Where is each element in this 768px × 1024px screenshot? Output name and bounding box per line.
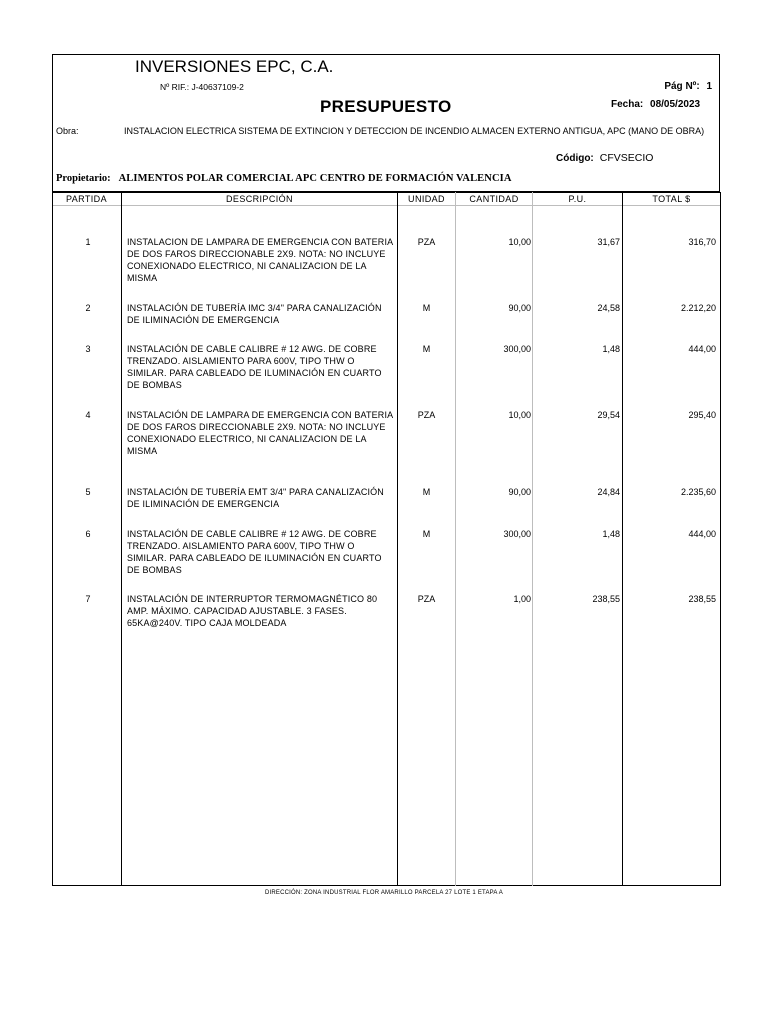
row-pu: 24,58 (597, 303, 620, 313)
row-unidad: M (422, 487, 431, 497)
row-cantidad: 10,00 (508, 410, 531, 420)
table-top-border (52, 192, 721, 193)
row-partida: 3 (85, 344, 91, 354)
row-partida: 6 (85, 529, 91, 539)
owner-label: Propietario: (56, 173, 111, 184)
page-number: 1 (706, 81, 712, 92)
row-unidad: M (422, 303, 431, 313)
row-unidad: PZA (417, 594, 436, 604)
row-pu: 1,48 (602, 529, 620, 539)
row-descripcion: INSTALACIÓN DE CABLE CALIBRE # 12 AWG. DE COBRE TRENZADO. AISLAMIENTO PARA 600V, TIPO THW O SIMILAR. PARA CABLEADO DE ILUMINACIÓN EN CUARTO DE BOMBAS (127, 529, 382, 575)
row-total: 2.212,20 (680, 303, 716, 313)
date-value: 08/05/2023 (650, 99, 701, 110)
row-descripcion: INSTALACIÓN DE TUBERÍA IMC 3/4" PARA CANALIZACIÓN DE ILIMINACIÓN DE EMERGENCIA (127, 303, 382, 325)
row-pu: 29,54 (597, 410, 620, 420)
row-descripcion: INSTALACIÓN DE INTERRUPTOR TERMOMAGNÉTICO 80 AMP. MÁXIMO. CAPACIDAD AJUSTABLE. 3 FASES. 65KA@240V. TIPO CAJA MOLDEADA (127, 594, 378, 628)
codigo-block (556, 152, 653, 164)
column-header-cantidad: CANTIDAD (469, 194, 519, 204)
obra-description: INSTALACION ELECTRICA SISTEMA DE EXTINCION Y DETECCION DE INCENDIO ALMACEN EXTERNO ANTIGUA, APC (MANO DE OBRA) (124, 126, 705, 136)
row-unidad: PZA (417, 237, 436, 247)
row-pu: 24,84 (597, 487, 620, 497)
row-unidad: M (422, 529, 431, 539)
row-descripcion: INSTALACION DE LAMPARA DE EMERGENCIA CON BATERIA DE DOS FAROS DIRECCIONABLE 2X9. NOTA: NO INCLUYE CONEXIONADO ELECTRICO, NI CANALIZACION DE LA MISMA (127, 237, 393, 283)
column-header-total: TOTAL $ (652, 194, 691, 204)
date-label: Fecha: (611, 99, 644, 110)
row-unidad: PZA (417, 410, 436, 420)
column-header-descripcion: DESCRIPCIÓN (226, 194, 293, 204)
date-block (611, 99, 700, 110)
row-total: 2.235,60 (680, 487, 716, 497)
row-unidad: M (422, 344, 431, 354)
row-cantidad: 300,00 (503, 529, 531, 539)
row-pu: 238,55 (592, 594, 620, 604)
company-name: INVERSIONES EPC, C.A. (135, 57, 334, 76)
row-cantidad: 90,00 (508, 487, 531, 497)
owner-value: ALIMENTOS POLAR COMERCIAL APC CENTRO DE FORMACIÓN VALENCIA (118, 173, 512, 184)
page-number-block (630, 81, 712, 92)
row-total: 238,55 (688, 594, 716, 604)
obra-label: Obra: (56, 126, 79, 136)
row-total: 316,70 (688, 237, 716, 247)
header-row-divider (52, 205, 721, 206)
row-cantidad: 10,00 (508, 237, 531, 247)
row-total: 444,00 (688, 344, 716, 354)
row-descripcion: INSTALACIÓN DE CABLE CALIBRE # 12 AWG. DE COBRE TRENZADO. AISLAMIENTO PARA 600V, TIPO THW O SIMILAR. PARA CABLEADO DE ILUMINACIÓN EN CUARTO DE BOMBAS (127, 344, 382, 390)
col-border-pu (622, 192, 623, 886)
row-total: 444,00 (688, 529, 716, 539)
row-descripcion: INSTALACIÓN DE LAMPARA DE EMERGENCIA CON BATERIA DE DOS FAROS DIRECCIONABLE 2X9. NOTA: NO INCLUYE CONEXIONADO ELECTRICO, NI CANALIZACION DE LA MISMA (127, 410, 393, 456)
col-border-left (52, 192, 53, 886)
row-partida: 4 (85, 410, 91, 420)
row-partida: 1 (85, 237, 91, 247)
row-partida: 5 (85, 487, 91, 497)
row-pu: 31,67 (597, 237, 620, 247)
codigo-label: Código: (556, 153, 594, 164)
footer-address: DIRECCIÓN: ZONA INDUSTRIAL FLOR AMARILLO PARCELA 27 LOTE 1 ETAPA A (264, 890, 504, 896)
row-cantidad: 1,00 (513, 594, 531, 604)
column-header-pu: P.U. (568, 194, 587, 204)
col-border-right (720, 192, 721, 886)
col-border-cantidad (532, 192, 533, 886)
column-header-unidad: UNIDAD (408, 194, 445, 204)
owner-block (56, 173, 512, 184)
row-partida: 2 (85, 303, 91, 313)
row-descripcion: INSTALACIÓN DE TUBERÍA EMT 3/4" PARA CANALIZACIÓN DE ILIMINACIÓN DE EMERGENCIA (127, 487, 384, 509)
row-cantidad: 90,00 (508, 303, 531, 313)
row-partida: 7 (85, 594, 91, 604)
row-cantidad: 300,00 (503, 344, 531, 354)
document-title: PRESUPUESTO (320, 97, 452, 116)
row-total: 295,40 (688, 410, 716, 420)
table-bottom-border (52, 885, 721, 886)
row-pu: 1,48 (602, 344, 620, 354)
column-header-partida: PARTIDA (66, 194, 107, 204)
rif-number: Nº RIF.: J-40637109-2 (160, 82, 244, 92)
codigo-value: CFVSECIO (599, 152, 654, 164)
page-label: Pág Nº: (664, 81, 700, 92)
